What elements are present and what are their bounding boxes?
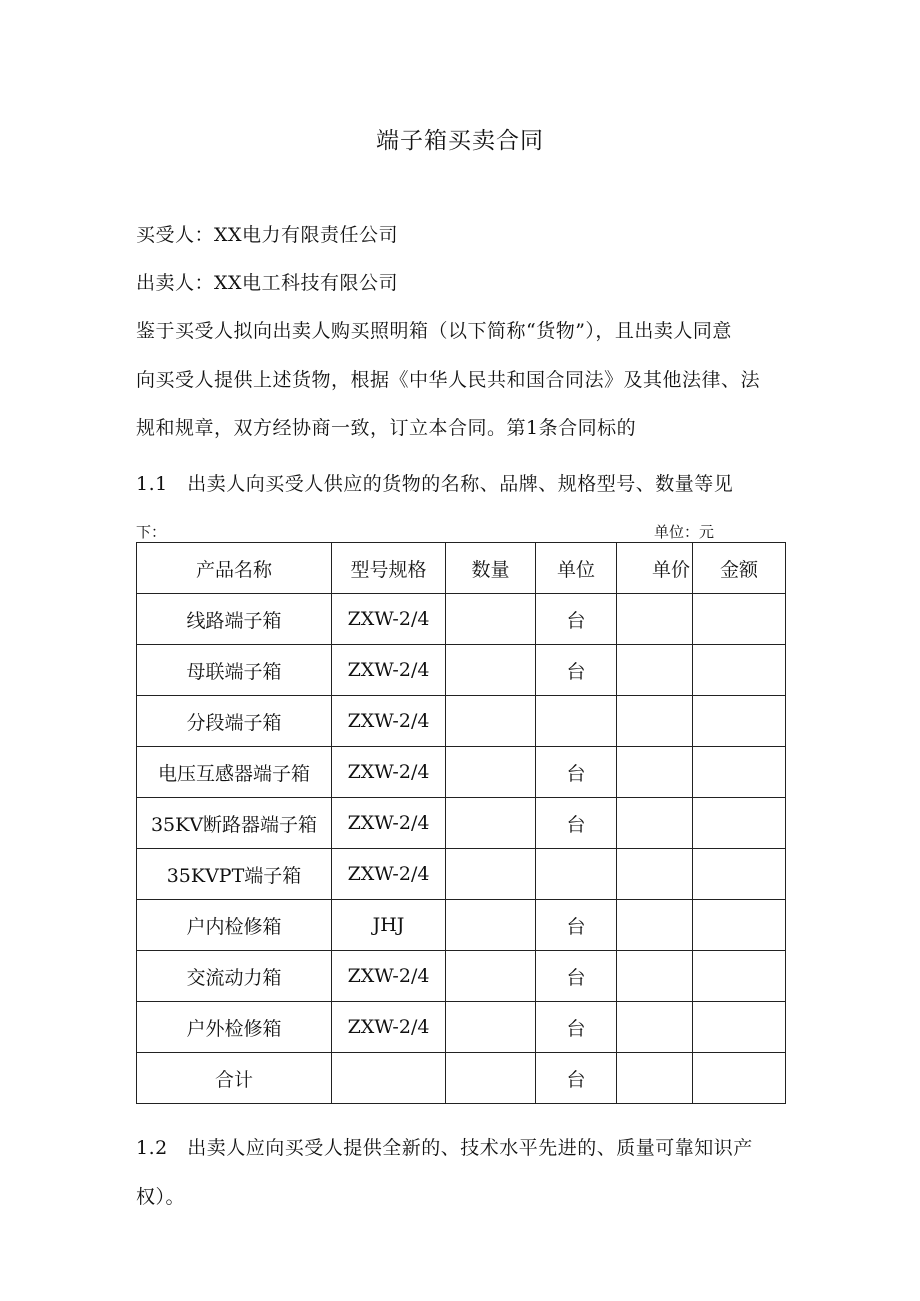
cell-model: ZXW-2/4: [332, 747, 446, 798]
preamble-line-2: 向买受人提供上述货物，根据《中华人民共和国合同法》及其他法律、法: [136, 369, 761, 391]
table-row: [137, 747, 786, 798]
cell-quantity: [446, 1002, 536, 1053]
preamble-line-1: 鉴于买受人拟向出卖人购买照明箱（以下简称“货物”），且出卖人同意: [136, 320, 732, 342]
header-amount: 金额: [693, 543, 786, 594]
table-row: [137, 1002, 786, 1053]
cell-product-name: 户外检修箱: [137, 1002, 332, 1053]
below-label: 下：: [136, 523, 167, 541]
cell-unit-price: [617, 696, 693, 747]
table-row: [137, 951, 786, 1002]
cell-unit: 台: [536, 798, 617, 849]
cell-quantity: [446, 594, 536, 645]
table-row: [137, 900, 786, 951]
clause-1-2-line-2: 权）。: [136, 1186, 186, 1208]
cell-quantity: [446, 900, 536, 951]
cell-model: ZXW-2/4: [332, 849, 446, 900]
cell-amount: [693, 645, 786, 696]
cell-unit-price: [617, 1053, 693, 1104]
cell-amount: [693, 1053, 786, 1104]
unit-label: 单位：元: [654, 523, 715, 541]
cell-unit: [536, 696, 617, 747]
seller-line: 出卖人：XX电工科技有限公司: [136, 272, 399, 294]
cell-unit-price: [617, 849, 693, 900]
cell-quantity: [446, 645, 536, 696]
cell-model: ZXW-2/4: [332, 594, 446, 645]
cell-unit-price: [617, 1002, 693, 1053]
cell-quantity: [446, 747, 536, 798]
cell-product-name: 线路端子箱: [137, 594, 332, 645]
cell-model: [332, 1053, 446, 1104]
cell-amount: [693, 900, 786, 951]
cell-unit: 台: [536, 1053, 617, 1104]
table-total-row: [137, 1053, 786, 1104]
cell-unit-price: [617, 747, 693, 798]
table-header-row: [137, 543, 786, 594]
cell-product-name: 户内检修箱: [137, 900, 332, 951]
cell-amount: [693, 594, 786, 645]
cell-amount: [693, 951, 786, 1002]
cell-product-name: 分段端子箱: [137, 696, 332, 747]
cell-unit: 台: [536, 747, 617, 798]
cell-model: JHJ: [332, 900, 446, 951]
header-unit: 单位: [536, 543, 617, 594]
cell-quantity: [446, 696, 536, 747]
cell-total-label: 合计: [137, 1053, 332, 1104]
goods-table: [136, 542, 786, 1104]
cell-unit-price: [617, 900, 693, 951]
clause-1-1: 1.1 出卖人向买受人供应的货物的名称、品牌、规格型号、数量等见: [136, 473, 734, 495]
page-title: 端子箱买卖合同: [376, 128, 544, 154]
cell-unit: 台: [536, 594, 617, 645]
cell-unit-price: [617, 951, 693, 1002]
table-row: [137, 696, 786, 747]
header-unit-price: 单价: [617, 543, 693, 594]
table-row: [137, 798, 786, 849]
cell-unit-price: [617, 645, 693, 696]
buyer-line: 买受人：XX电力有限责任公司: [136, 224, 399, 246]
preamble-line-3: 规和规章，双方经协商一致，订立本合同。第1条合同标的: [136, 417, 637, 439]
clause-1-2-line-1: 1.2 出卖人应向买受人提供全新的、技术水平先进的、质量可靠知识产: [136, 1137, 753, 1159]
cell-quantity: [446, 798, 536, 849]
cell-product-name: 母联端子箱: [137, 645, 332, 696]
cell-product-name: 电压互感器端子箱: [137, 747, 332, 798]
cell-unit: 台: [536, 1002, 617, 1053]
table-row: [137, 594, 786, 645]
cell-quantity: [446, 1053, 536, 1104]
cell-unit-price: [617, 594, 693, 645]
header-quantity: 数量: [446, 543, 536, 594]
cell-model: ZXW-2/4: [332, 696, 446, 747]
table-row: [137, 849, 786, 900]
cell-model: ZXW-2/4: [332, 645, 446, 696]
cell-amount: [693, 747, 786, 798]
cell-product-name: 交流动力箱: [137, 951, 332, 1002]
cell-unit: 台: [536, 900, 617, 951]
header-model: 型号规格: [332, 543, 446, 594]
cell-unit: 台: [536, 645, 617, 696]
cell-amount: [693, 696, 786, 747]
table-row: [137, 645, 786, 696]
cell-amount: [693, 1002, 786, 1053]
cell-unit: 台: [536, 951, 617, 1002]
cell-amount: [693, 849, 786, 900]
cell-product-name: 35KV断路器端子箱: [137, 798, 332, 849]
cell-model: ZXW-2/4: [332, 798, 446, 849]
cell-model: ZXW-2/4: [332, 951, 446, 1002]
cell-product-name: 35KVPT端子箱: [137, 849, 332, 900]
cell-model: ZXW-2/4: [332, 1002, 446, 1053]
cell-unit-price: [617, 798, 693, 849]
cell-amount: [693, 798, 786, 849]
cell-quantity: [446, 951, 536, 1002]
header-product-name: 产品名称: [137, 543, 332, 594]
cell-quantity: [446, 849, 536, 900]
cell-unit: [536, 849, 617, 900]
